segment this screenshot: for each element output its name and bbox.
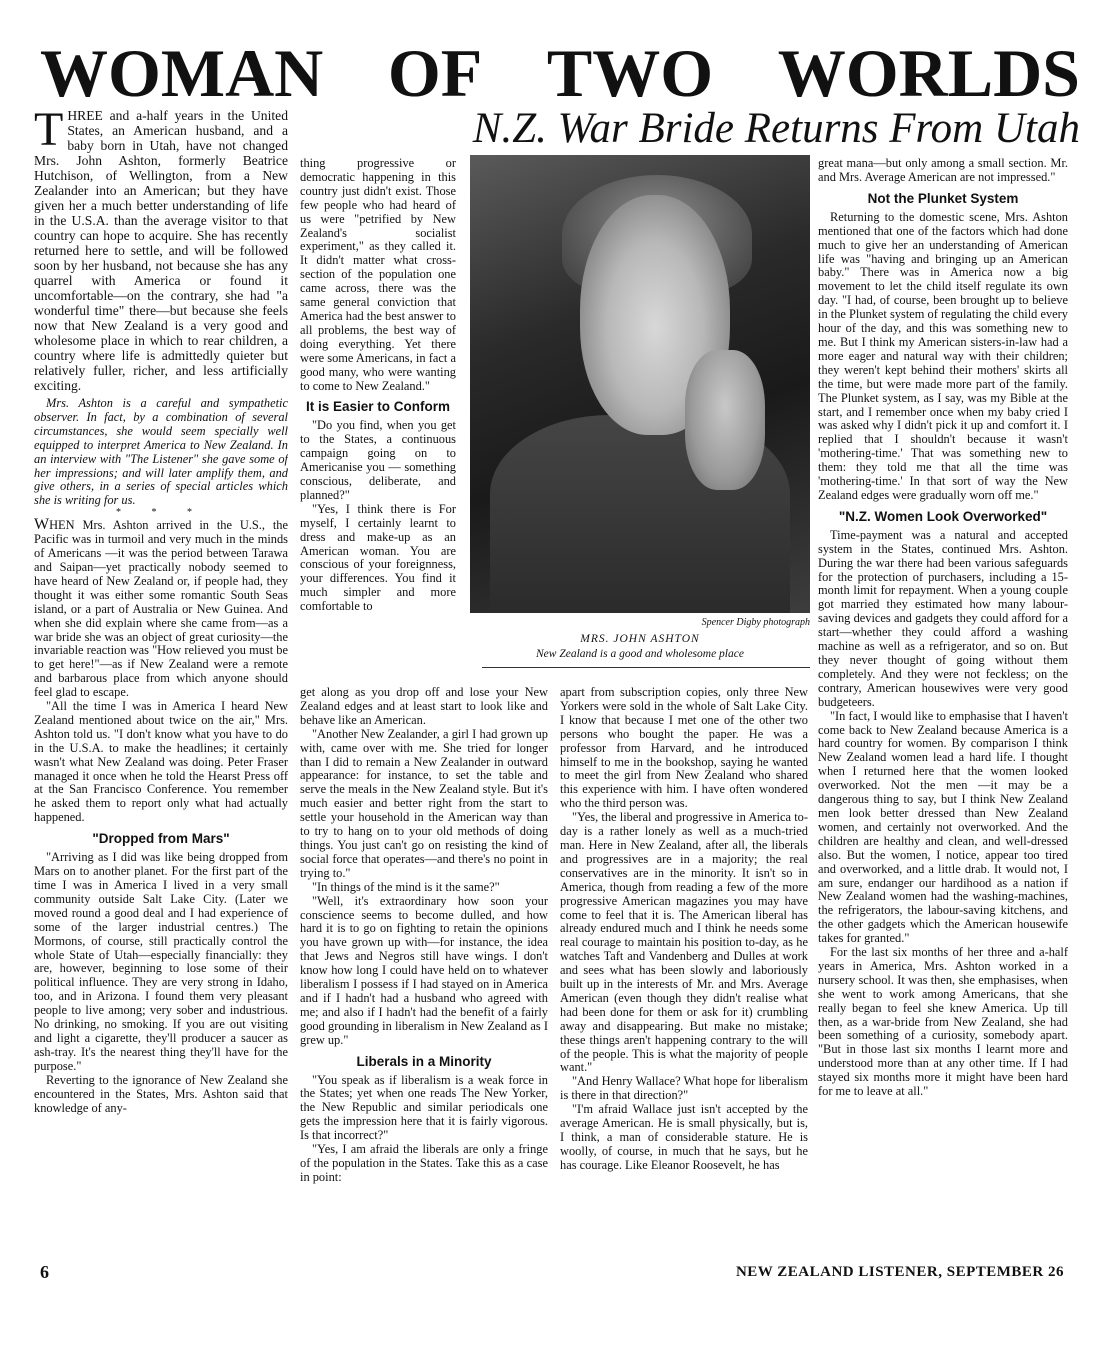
column-1: [34, 108, 288, 1288]
headline-word: WORLDS: [777, 35, 1080, 111]
initial-letter: W: [34, 516, 50, 534]
body-paragraph: "Yes, I am afraid the liberals are only a fringe of the population in the States. Take this as a case in point:: [300, 1142, 548, 1184]
body-paragraph: apart from subscription copies, only three New Yorkers were sold in the whole of Salt Lake City. I know that because I met one of the other two persons who bought the paper. He was a professor from Harvard, and he introduced himself to me in the bookshop, saying he wanted to meet the girl from New Zealand who shared this experience with him. I have often wondered who the third person was.: [560, 686, 808, 811]
body-paragraph: great mana—but only among a small section. Mr. and Mrs. Average American are not impressed.": [818, 157, 1068, 184]
body-paragraph: "Yes, I think there is For myself, I certainly learnt to dress and make-up as an American woman. You are conscious of your foreignness, your differences. You find it much simpler and more comfortable to: [300, 501, 456, 614]
photo-block: [470, 155, 810, 680]
section-heading: Not the Plunket System: [867, 190, 1019, 206]
body-paragraph: "You speak as if liberalism is a weak force in the States; yet when one reads The New Yorker, the New Republic and similar periodicals one gets the impression here that it is fairly vigorous. Is that incorrect?": [300, 1072, 548, 1143]
headline-word: TWO: [546, 35, 714, 111]
photo-caption-name: MRS. JOHN ASHTON: [580, 633, 700, 645]
column-2-upper: [300, 157, 456, 687]
body-paragraph: "And Henry Wallace? What hope for liberalism is there in that direction?": [560, 1074, 808, 1103]
subheadline: N.Z. War Bride Returns From Utah: [472, 105, 1080, 152]
body-paragraph: "In fact, I would like to emphasise that I haven't come back to New Zealand because America is a hard country for women. By comparison I think New Zealand women lead a hard life. I thought when I returned here that the women looked overworked. Not the men —it may be a dangerous thing to say, but I think New Zealand men look better dressed than New Zealand women, and certainly not overworked. And the children are healthy and clean, and well-dressed also. But the women, I notice, appear too tired and overworked, and a little drab. It would not, I am sure, endanger our hardihood as a nation if New Zealand women had the washing-machines, the refrigerators, the labour-saving kitchens, and the other gadgets which the American housewife takes for granted.": [818, 708, 1068, 946]
body-paragraph: "In things of the mind is it the same?": [312, 879, 500, 894]
portrait-photo: [470, 155, 810, 613]
page-number: 6: [40, 1262, 49, 1282]
body-paragraph: "Arriving as I did was like being dropped from Mars on to another planet. For the first part of the time I was in America I lived in a very small community outside Salt Lake City. (Later we moved round a good deal and I had experience of some of the larger industrial centres.) The Mormons, of course, still practically control the whole State of Utah—especially financially: they are, however, beginning to lose some of their political influence. They are very strong in Idaho, too, and in Arizona. I found them very pleasant people to live among; very sober and industrious. No drinking, no smoking. If you are out visiting and light a cigarette, they'll producer a saucer as ash-tray. It's the nearest thing they'll have for the purpose.": [34, 850, 288, 1073]
body-text: HEN Mrs. Ashton arrived in the U.S., the Pacific was in turmoil and very much in the minds of Americans —it was the period between Tarawa and Saipan—yet practically nobody seemed to have heard of New Zealand or, if people had, they thought it was either some romantic South Seas island, or a part of Australia or New Guinea. And when she did explain where she came from—as a war bride she was an object of great curiosity—the invariable reaction was "How relieved you must be to get here!"—as if New Zealand were a remote and barbarous place from which anyone should feel glad to escape.: [34, 518, 288, 700]
section-heading: "Dropped from Mars": [92, 831, 230, 847]
body-paragraph: "I'm afraid Wallace just isn't accepted by the average American. He is small physically, but is, I think, a man of considerable stature. He is woolly, of course, in much that he says, but he has courage. Like Eleanor Roosevelt, he has: [560, 1102, 808, 1172]
section-heading: Liberals in a Minority: [356, 1053, 492, 1069]
section-heading: "N.Z. Women Look Overworked": [838, 508, 1048, 524]
body-paragraph: [34, 518, 288, 700]
body-paragraph: thing progressive or democratic happening in this country just didn't exist. Those few people who had heard of us were "petrified by New Zealand's socialist experiment," as they called it. It didn't matter what cross-section of the population one came across, there was the same general conviction that America had the best answer to all problems, the best way of doing everything. Yet there were some Americans, in fact a good many, who were wanting to come to New Zealand.": [300, 157, 456, 393]
column-3: [560, 686, 808, 1286]
caption-divider: [482, 667, 810, 668]
body-paragraph: "Do you find, when you get to the States, a continuous campaign going on to Americanise you — something conscious, deliberate, and planned?": [300, 418, 456, 502]
issue-line: NEW ZEALAND LISTENER, SEPTEMBER 26: [735, 1264, 1064, 1280]
lede-text: HREE and a-half years in the United States, an American husband, and a baby born in Utah, have not changed Mrs. John Ashton, formerly Beatrice Hutchison, of Wellington, from a New Zealander into an American; but they have given her a much better understanding of life in the U.S.A. than the average visitor to that country can hope to acquire. She has recently returned here to settle, and will be followed soon by her husband, not because she has any quarrel with America or found it uncomfortable—on the contrary, she had "a wonderful time" there—but because she feels now that New Zealand is a very good and wholesome place in which to rear children, a country where life is admittedly quieter but relatively fuller, richer, and less artificially exciting.: [34, 108, 288, 393]
intro-paragraph: Mrs. Ashton is a careful and sympathetic observer. In fact, by a combination of several circumstances, she would seem specially well equipped to interpret America to New Zealand. In an interview with "The Listener" she gave some of her impressions; and will later amplify them, and give others, in a series of special articles which she is writing for us.: [34, 396, 288, 508]
column-2-lower: [300, 686, 548, 1286]
body-paragraph: Time-payment was a natural and accepted system in the States, continued Mrs. Ashton. During the war there had been various safeguards for the protection of purchasers, including a 15-month limit for repayment. When a young couple got married they estimated how many labour-saving devices and gadgets they could afford for a start—whether they could afford a washing machine as well as a refrigerator, and so on. But they never thought of going without them completely. And they were not feckless; on the contrary, American housewives were very good budgeteers.: [818, 527, 1068, 709]
body-paragraph: Reverting to the ignorance of New Zealand she encountered in the States, Mrs. Ashton said that knowledge of any-: [34, 1072, 288, 1115]
headline-word: OF: [387, 35, 483, 111]
headline: [40, 35, 1080, 111]
section-heading: It is Easier to Conform: [305, 399, 451, 415]
body-paragraph: "Another New Zealander, a girl I had grown up with, came over with me. She tried for longer than I did to remain a New Zealander in outward appearance: for instance, to set the table and serve the meals in the New Zealand style. But it's much easier and better right from the start to settle your household in the American way than to try to hang on to your old methods of doing things. You just can't go on resisting the kind of social force that operates—and there's no point in trying to.": [300, 726, 548, 880]
lede-paragraph: [34, 108, 288, 393]
photo-hand-shape: [685, 350, 765, 490]
body-paragraph: get along as you drop off and lose your New Zealand edges and at least start to look like and behave like an American.: [300, 686, 548, 727]
column-4: [818, 157, 1068, 1287]
body-paragraph: Returning to the domestic scene, Mrs. Ashton mentioned that one of the factors which had done much to give her an understanding of American life was "having and bringing up an American baby." There was in America now a big movement to let the child itself regulate its own day. "I had, of course, been brought up to believe in the Plunket system of regulating the child every hour of the day, and this was something new to me. But I think my American sisters-in-law had a more eager and natural way with their children; they weren't kept behind their mothers' skirts all the time, but were made more part of the family. The Plunket system, as I say, was my Bible at the start, and I remember once when my baby cried I was asked why I didn't pick it up and comfort it. I replied that I shouldn't because it wasn't 'mothering-time.' That was something new to them: they told me that all the time was 'mothering-time.' In that sort of way the New Zealand edges were gradually worn off me.": [818, 209, 1068, 502]
photo-credit: Spencer Digby photograph: [701, 617, 810, 628]
body-paragraph: "All the time I was in America I heard New Zealand mentioned about twice on the air," Mrs. Ashton told us. "I don't know what you have to do in the U.S.A. to make the headlines; it certainly wasn't what New Zealand was doing. Peter Fraser managed it once when he told the Hearst Press off at the San Francisco Conference. You remember he asked them to report only what had actually happened.: [34, 699, 288, 825]
body-paragraph: For the last six months of her three and a-half years in America, Mrs. Ashton worked in a nursery school. It was then, she emphasises, when she went to work among Americans, that she really began to feel she knew America. Up till then, as a war-bride from New Zealand, she had been something of a curiosity, somebody apart. "But in those last six months I learnt more and understood more than at any other time. If I had stayed six months more it might have been hard for me to leave at all.": [818, 945, 1068, 1099]
body-paragraph: "Well, it's extraordinary how soon your conscience seems to become dulled, and how hard it is to go on fighting to retain the opinions you have grown up with—for instance, the idea that Jews and Negros still have wings. I don't know how long I could have held on to whatever liberalism I possess if I had stayed on in America and if I hadn't had a husband who agreed with me; and also if I hadn't had the benefit of a fairly good grounding in liberalism in New Zealand as I grew up.": [300, 893, 548, 1047]
photo-caption: New Zealand is a good and wholesome place: [536, 648, 744, 660]
section-stars: * * *: [116, 507, 206, 519]
drop-cap: T: [34, 108, 64, 156]
body-paragraph: "Yes, the liberal and progressive in America to-day is a rather lonely as well as a much-tried man. Here in New Zealand, after all, the liberals and progressives are in a majority; the real conservatives are in the minority. It isn't so in America, though from reading a few of the more progressive American magazines you may have come to feel that it is. The American liberal has already endured much and I think he needs some real courage to maintain his position to-day, as he watches Taft and Vandenberg and Dulles at work and sees what has been slowly and laboriously built up in the interests of Mr. and Mrs. Average American (even though they didn't realise what had been done for them or ask for it) crumbling away and disappearing. But make no mistake; these things aren't happening contrary to the will of the people. This is what the majority of people want.": [560, 810, 808, 1075]
headline-word: WOMAN: [40, 35, 324, 111]
